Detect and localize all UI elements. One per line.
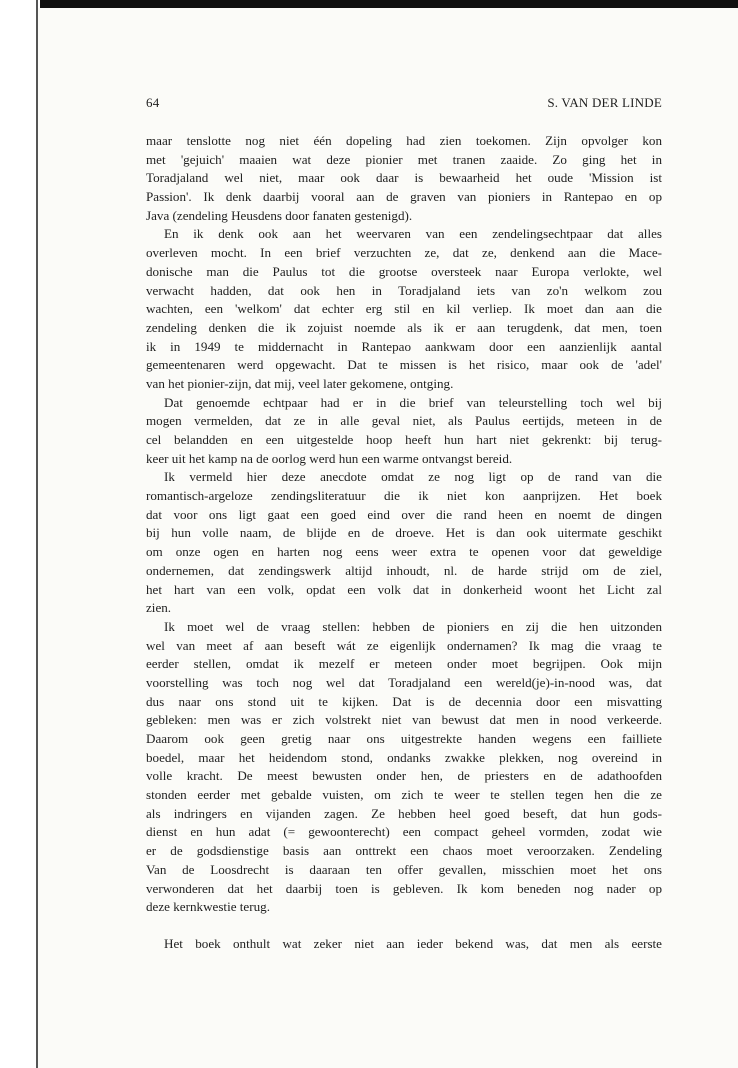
text-line: met 'gejuich' maaien wat deze pionier met tranen zaaide. Zo ging het in bbox=[146, 151, 662, 167]
text-line: voorstelling was toch nog wel dat Toradjaland een wereld(je)-in-nood was, dat bbox=[146, 674, 662, 690]
paragraph bbox=[146, 935, 662, 954]
text-line: zendeling denken die ik zojuist noemde als ik er aan terugdenk, dat men, toen bbox=[146, 319, 662, 335]
text-line: gemeentenaren werd opgewacht. Dat te missen is het risico, maar ook de 'adel' bbox=[146, 357, 662, 373]
paragraph bbox=[146, 394, 662, 469]
text-line: volle kracht. De meest bewusten onder hen, de priesters en de adathoofden bbox=[146, 768, 662, 784]
running-head bbox=[146, 95, 662, 113]
text-line: Toradjaland wel niet, maar ook daar is bewaarheid het oude 'Mission ist bbox=[146, 170, 662, 186]
text-line: keer uit het kamp na de oorlog werd hun een warme ontvangst bereid. bbox=[146, 450, 513, 466]
text-line: zien. bbox=[146, 600, 172, 616]
text-line: wachten, een 'welkom' dat echter erg stil en kil verliep. Ik moet dan aan die bbox=[146, 301, 662, 317]
text-line: Passion'. Ik denk daarbij vooral aan de graven van pioniers in Rantepao en op bbox=[146, 189, 662, 205]
text-line: er de godsdienstige basis aan onttrekt een chaos moet veroorzaken. Zendeling bbox=[146, 843, 662, 859]
text-line: eerder stellen, omdat ik mezelf er meteen onder moet begrijpen. Ook mijn bbox=[146, 656, 662, 672]
text-line: om onze ogen en harten nog eens weer extra te openen voor dat geweldige bbox=[146, 544, 662, 560]
text-line: bij hun volle naam, de blijde en de droeve. Het is dan ook uitermate geschikt bbox=[146, 525, 662, 541]
text-line: stonden eerder met gebalde vuisten, om zich te weer te stellen tegen hen die ze bbox=[146, 787, 662, 803]
text-line: Daarom ook geen gretig naar ons uitgestrekte handen wegens een failliete bbox=[146, 731, 662, 746]
text-line: ik in 1949 te middernacht in Rantepao aankwam door een aanzienlijk aantal bbox=[146, 338, 662, 354]
text-line: En ik denk ook aan het weervaren van een zendelingsechtpaar dat alles bbox=[164, 226, 662, 242]
text-line: verwonderen dat het daarbij toen is gebleven. Ik kom beneden nog nader op bbox=[146, 880, 662, 896]
text-line: gebleken: men was er zich volstrekt niet van bewust dat men in nood verkeerde. bbox=[146, 712, 662, 728]
text-line: Ik vermeld hier deze anecdote omdat ze nog ligt op de rand van die bbox=[164, 469, 662, 485]
body-text bbox=[146, 132, 662, 954]
text-line: deze kernkwestie terug. bbox=[146, 899, 270, 915]
paragraph bbox=[146, 468, 662, 618]
paragraph bbox=[146, 618, 662, 917]
text-line: dienst en hun adat (= gewoonterecht) een compact geheel vormden, zodat wie bbox=[146, 824, 662, 840]
paragraph bbox=[146, 225, 662, 393]
text-line: Java (zendeling Heusdens door fanaten gestenigd). bbox=[146, 207, 413, 223]
text-line: Dat genoemde echtpaar had er in die brief van teleurstelling toch wel bij bbox=[164, 394, 662, 410]
text-line: mogen vermelden, dat ze in alle geval niet, als Paulus eertijds, meteen in de bbox=[146, 413, 662, 429]
text-line: verwacht hadden, dat ook hen in Toradjaland iets van zo'n welkom zou bbox=[146, 282, 662, 298]
text-line: dat voor ons ligt gaat een goed eind over die rand heen en noemt de dingen bbox=[146, 506, 662, 522]
text-line: Van de Loosdrecht is daaraan ten offer gevallen, misschien moet het ons bbox=[146, 861, 662, 877]
text-line: boedel, maar het heidendom stond, ondanks zwakke plekken, nog overeind in bbox=[146, 749, 662, 765]
running-title: S. VAN DER LINDE bbox=[547, 95, 662, 110]
scan-top-edge bbox=[40, 0, 738, 8]
text-line: van het pionier-zijn, dat mij, veel later gekomene, ontging. bbox=[146, 375, 454, 391]
text-line: het hart van een volk, opdat een volk dat in donkerheid woont het Licht zal bbox=[146, 581, 662, 597]
text-line: cel belandden en een uitgestelde hoop heeft hun hart niet gekrenkt: bij terug- bbox=[146, 432, 662, 447]
text-line: maar tenslotte nog niet één dopeling had zien toekomen. Zijn opvolger kon bbox=[146, 133, 662, 148]
text-line: donische man die Paulus tot die grootse oversteek naar Europa verlokte, wel bbox=[146, 263, 662, 279]
page-number: 64 bbox=[146, 95, 160, 110]
text-line: wel van meet af aan beseft wát ze eigenlijk ondernamen? Ik mag die vraag te bbox=[146, 637, 662, 653]
text-line: ondernemen, dat zendingswerk altijd inhoudt, nl. de harde strijd om de ziel, bbox=[146, 562, 662, 578]
paragraph bbox=[146, 132, 662, 225]
text-line: romantisch-argeloze zendingsliteratuur die ik niet kon aanprijzen. Het boek bbox=[146, 488, 662, 504]
text-line: Ik moet wel de vraag stellen: hebben de pioniers en zij die hen uitzonden bbox=[164, 618, 662, 634]
text-line: als indringers en vijanden zagen. Ze hebben heel goed beseft, dat hun gods- bbox=[146, 805, 662, 821]
text-line: dus naar ons stond uit te kijken. Dat is de decennia door een misvatting bbox=[146, 693, 662, 709]
text-line: Het boek onthult wat zeker niet aan ieder bekend was, dat men als eerste bbox=[164, 936, 662, 952]
text-line: overleven mocht. In een brief verzuchten ze, dat ze, denkend aan die Mace- bbox=[146, 245, 662, 261]
